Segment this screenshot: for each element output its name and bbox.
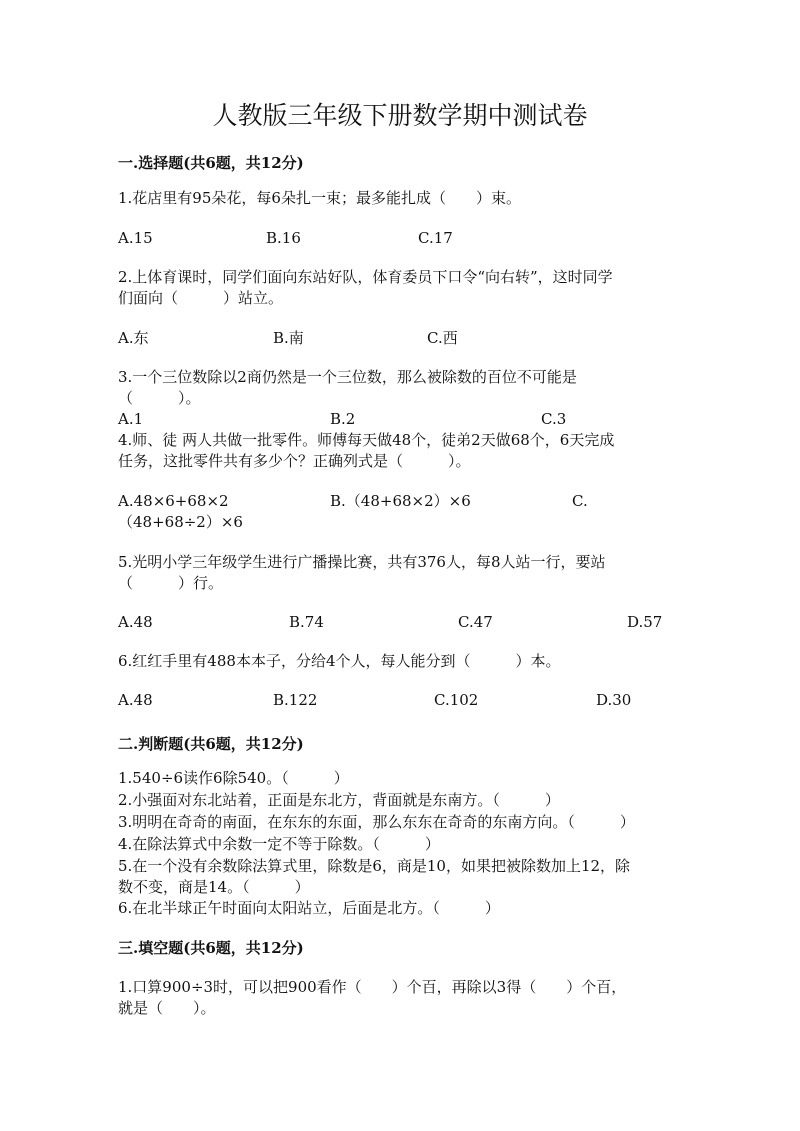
answer-option: C.西: [427, 329, 458, 347]
answer-option: D.30: [596, 691, 632, 709]
question-text: 们面向（ ）站立。: [118, 289, 284, 307]
question-text: 6.红红手里有488本本子，分给4个人，每人能分到（ ）本。: [118, 652, 561, 670]
answer-option: A.48: [118, 613, 153, 631]
question-text: 5.光明小学三年级学生进行广播操比赛，共有376人，每8人站一行，要站: [118, 553, 606, 571]
answer-option-continued: （48+68÷2）×6: [118, 513, 243, 531]
question-text: 2.上体育课时，同学们面向东站好队，体育委员下口令“向右转”，这时同学: [118, 268, 613, 286]
judgement-line: 3.明明在奇奇的南面，在东东的东面，那么东东在奇奇的东南方向。（ ）: [118, 813, 635, 831]
answer-option: B.122: [273, 691, 318, 709]
question-text: 1.花店里有95朵花，每6朵扎一束；最多能扎成（ ）束。: [118, 189, 521, 207]
answer-option: A.15: [118, 229, 153, 247]
judgement-line: 2.小强面对东北站着，正面是东北方，背面就是东南方。（ ）: [118, 791, 560, 809]
answer-option: A.东: [118, 329, 149, 347]
fill-in-line: 1.口算900÷3时，可以把900看作（ ）个百，再除以3得（ ）个百，: [118, 978, 627, 996]
answer-option: C.17: [418, 229, 453, 247]
question-text: （ ）。: [118, 389, 201, 407]
judgement-line: 5.在一个没有余数除法算式里，除数是6，商是10，如果把被除数加上12，除: [118, 857, 631, 875]
judgement-line: 6.在北半球正午时面向太阳站立，后面是北方。（ ）: [118, 899, 500, 917]
answer-option: B.（48+68×2）×6: [330, 492, 471, 510]
section-heading-choice: 一.选择题(共6题，共12分): [118, 154, 304, 172]
exam-title: 人教版三年级下册数学期中测试卷: [212, 101, 588, 130]
answer-option: D.57: [627, 613, 663, 631]
judgement-line: 数不变，商是14。（ ）: [118, 878, 310, 896]
question-text: （ ）行。: [118, 574, 224, 592]
section-heading-judgement: 二.判断题(共6题，共12分): [118, 735, 304, 753]
answer-option: B.南: [273, 329, 304, 347]
answer-option: B.16: [266, 229, 301, 247]
section-heading-fill-in: 三.填空题(共6题，共12分): [118, 939, 304, 957]
answer-option: C.47: [458, 613, 493, 631]
question-text: 任务，这批零件共有多少个？正确列式是（ ）。: [118, 452, 471, 470]
judgement-line: 4.在除法算式中余数一定不等于除数。（ ）: [118, 835, 440, 853]
answer-option: B.74: [289, 613, 324, 631]
answer-option: A.1: [118, 410, 144, 428]
judgement-line: 1.540÷6读作6除540。（ ）: [118, 769, 349, 787]
answer-option: A.48×6+68×2: [118, 492, 229, 510]
answer-option: A.48: [118, 691, 153, 709]
answer-option: C.: [572, 492, 588, 510]
answer-option: C.3: [541, 410, 567, 428]
answer-option: C.102: [434, 691, 479, 709]
answer-option: B.2: [330, 410, 356, 428]
question-text: 4.师、徒 两人共做一批零件。师傅每天做48个，徒弟2天做68个，6天完成: [118, 431, 615, 449]
fill-in-line: 就是（ ）。: [118, 999, 216, 1017]
question-text: 3.一个三位数除以2商仍然是一个三位数，那么被除数的百位不可能是: [118, 368, 577, 386]
